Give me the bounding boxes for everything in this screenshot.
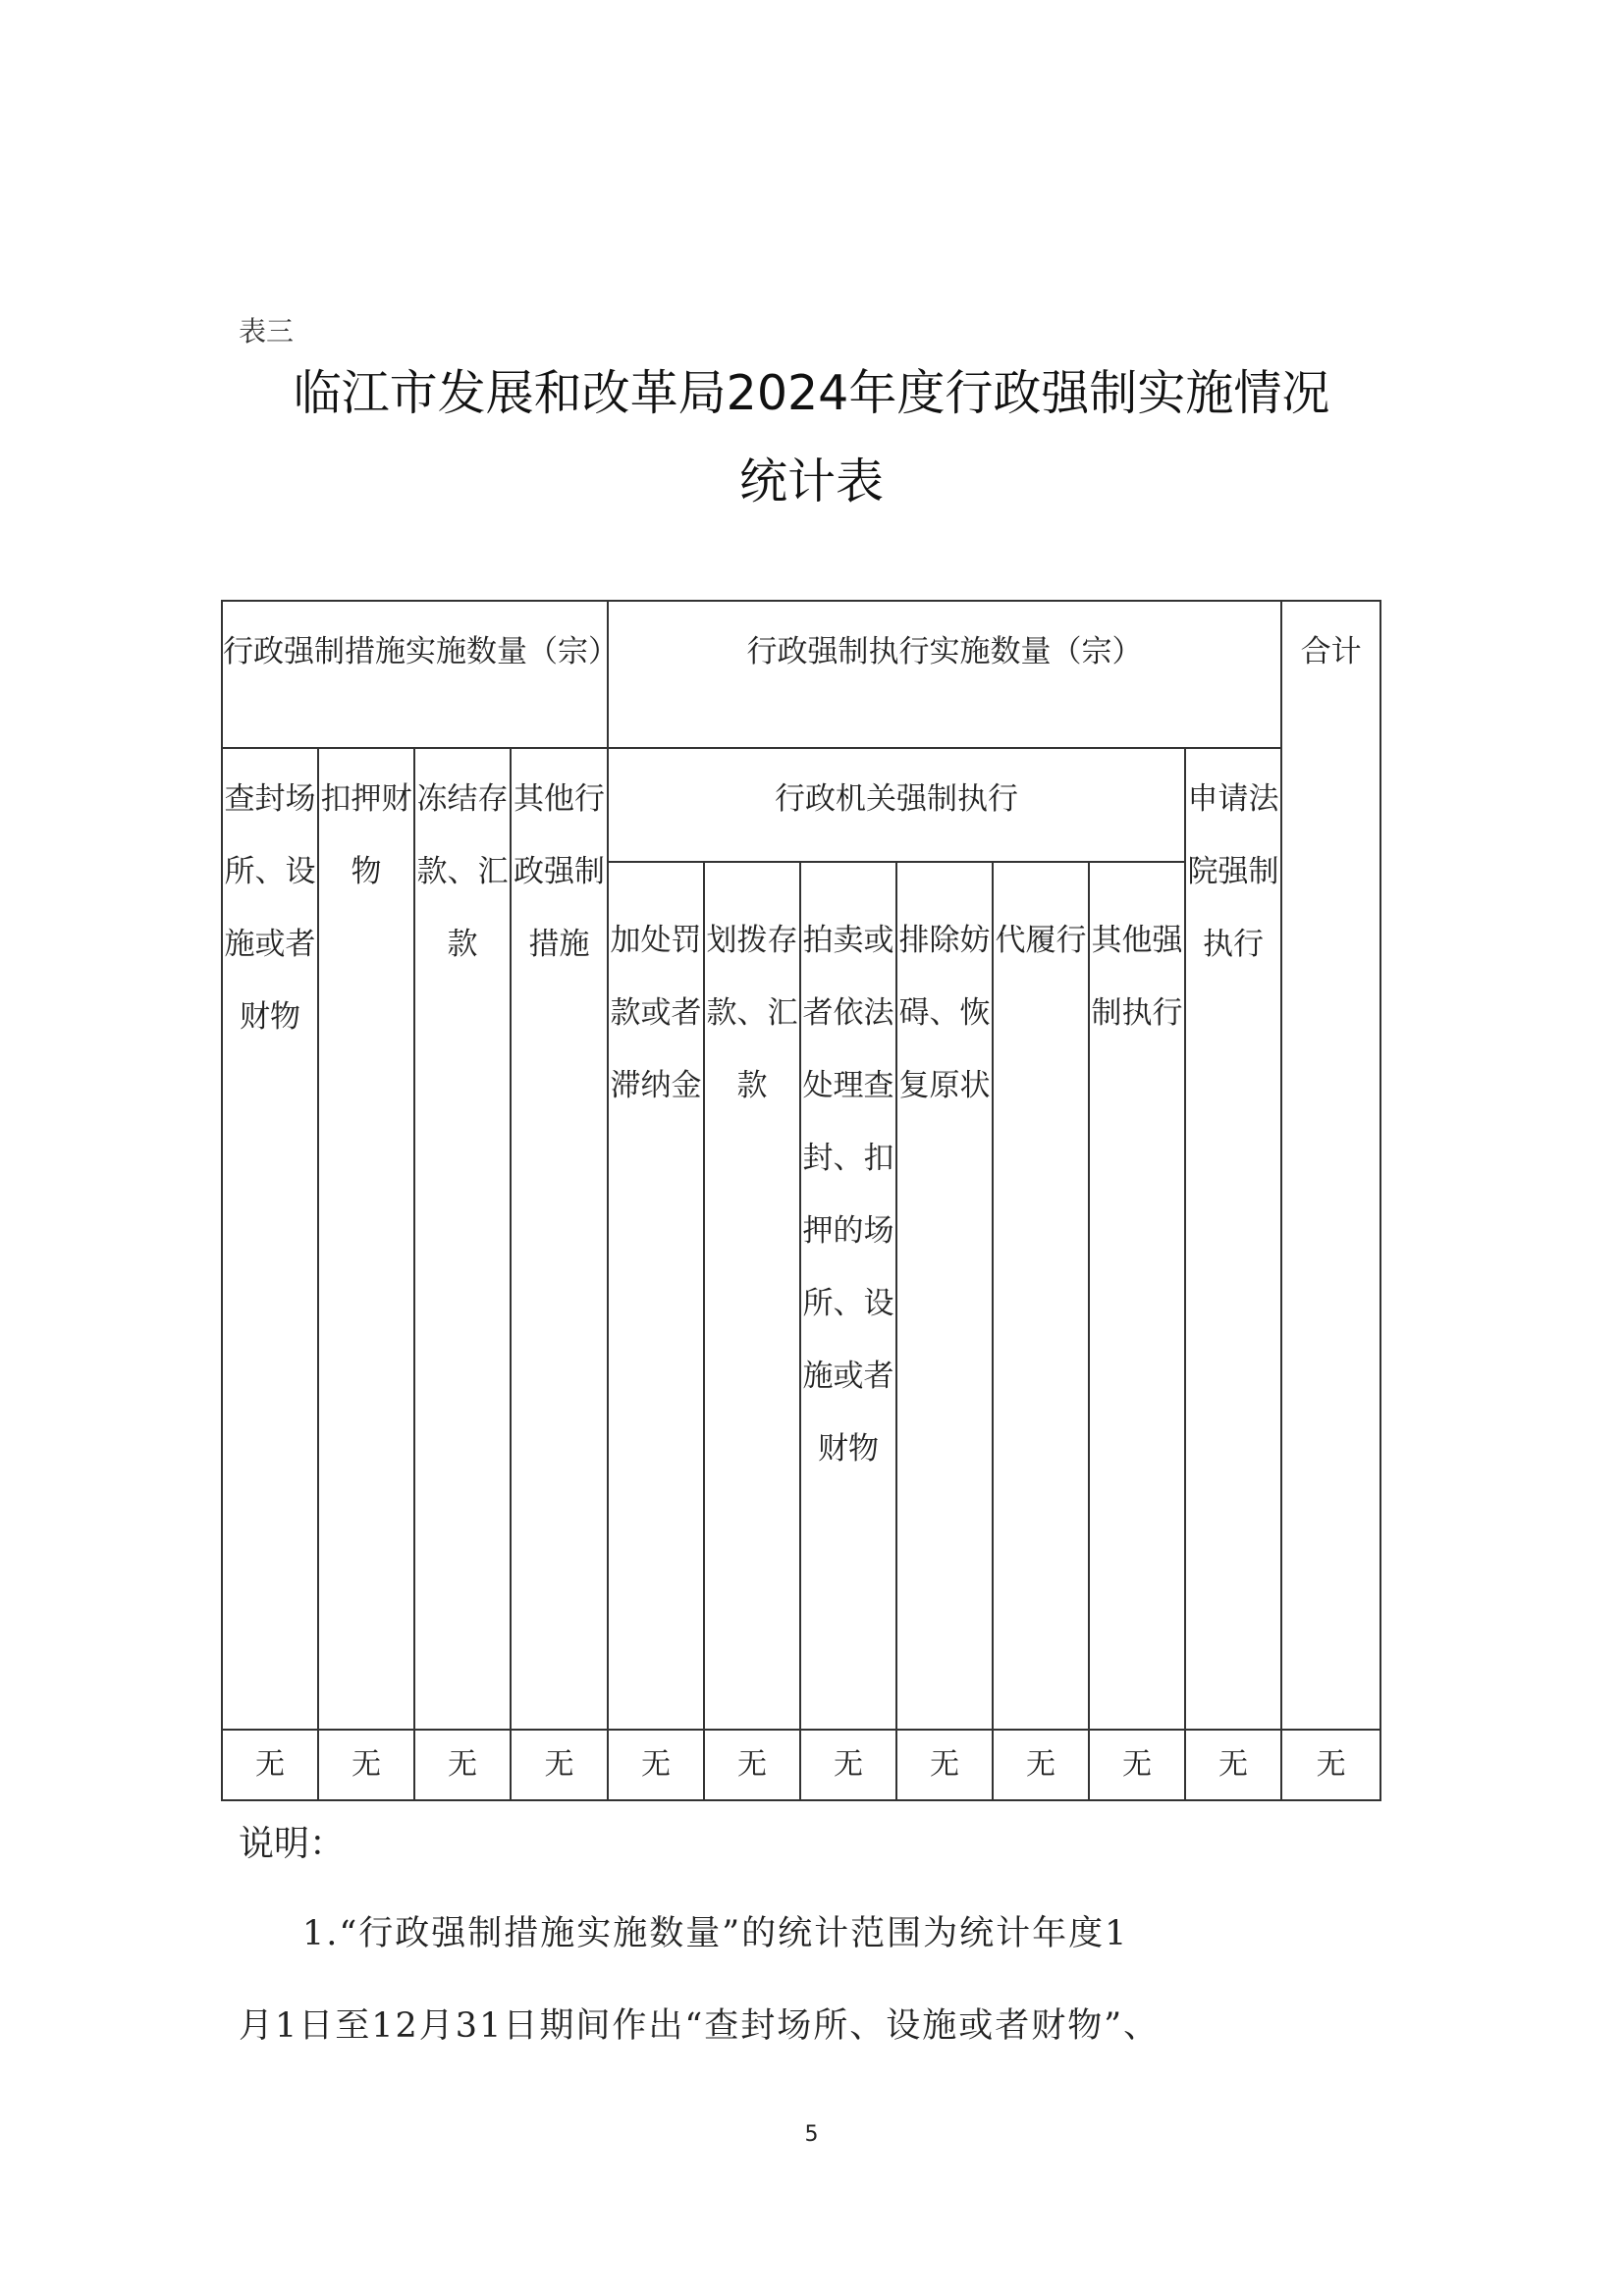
value-cell: 无 (511, 1730, 608, 1800)
header-measures-group: 行政强制措施实施数量（宗） (222, 601, 608, 748)
header-penalty-fees: 加处罚款或者滞纳金 (608, 862, 704, 1730)
value-cell: 无 (704, 1730, 800, 1800)
notes-paragraph-line2: 月1日至12月31日期间作出“查封场所、设施或者财物”、 (239, 2006, 1161, 2046)
header-court-execution: 申请法院强制执行 (1185, 748, 1281, 1730)
header-agency-execution: 行政机关强制执行 (608, 748, 1185, 862)
notes-paragraph-line1: 1.“行政强制措施实施数量”的统计范围为统计年度1 (302, 1914, 1129, 1953)
value-cell: 无 (414, 1730, 511, 1800)
header-execution-group: 行政强制执行实施数量（宗） (608, 601, 1281, 748)
header-other-execution: 其他强制执行 (1089, 862, 1185, 1730)
header-other-measures: 其他行政强制措施 (511, 748, 608, 1730)
table-header-row-2 (222, 748, 1380, 862)
table-number-label: 表三 (239, 315, 295, 347)
document-title: 临江市发展和改革局2024年度行政强制实施情况 (293, 365, 1330, 421)
value-cell: 无 (318, 1730, 414, 1800)
value-cell: 无 (1185, 1730, 1281, 1800)
notes-heading: 说明： (239, 1824, 346, 1864)
header-freeze-deposits: 冻结存款、汇款 (414, 748, 511, 1730)
header-seal-property: 查封场所、设施或者财物 (222, 748, 318, 1730)
header-substitute-performance: 代履行 (993, 862, 1089, 1730)
table-value-row (222, 1730, 1380, 1800)
value-cell: 无 (993, 1730, 1089, 1800)
document-title-line2: 统计表 (738, 454, 884, 509)
table-header-row-1 (222, 601, 1380, 748)
header-remove-obstruction: 排除妨碍、恢复原状 (896, 862, 993, 1730)
header-transfer-deposits: 划拨存款、汇款 (704, 862, 800, 1730)
value-cell: 无 (800, 1730, 896, 1800)
value-cell: 无 (1089, 1730, 1185, 1800)
statistics-table (221, 600, 1381, 1801)
header-total: 合计 (1281, 601, 1380, 1730)
header-seize-property: 扣押财物 (318, 748, 414, 1730)
page-number: 5 (804, 2122, 819, 2147)
value-cell: 无 (608, 1730, 704, 1800)
value-cell: 无 (222, 1730, 318, 1800)
value-cell-total: 无 (1281, 1730, 1380, 1800)
header-auction-property: 拍卖或者依法处理查封、扣押的场所、设施或者财物 (800, 862, 896, 1730)
value-cell: 无 (896, 1730, 993, 1800)
